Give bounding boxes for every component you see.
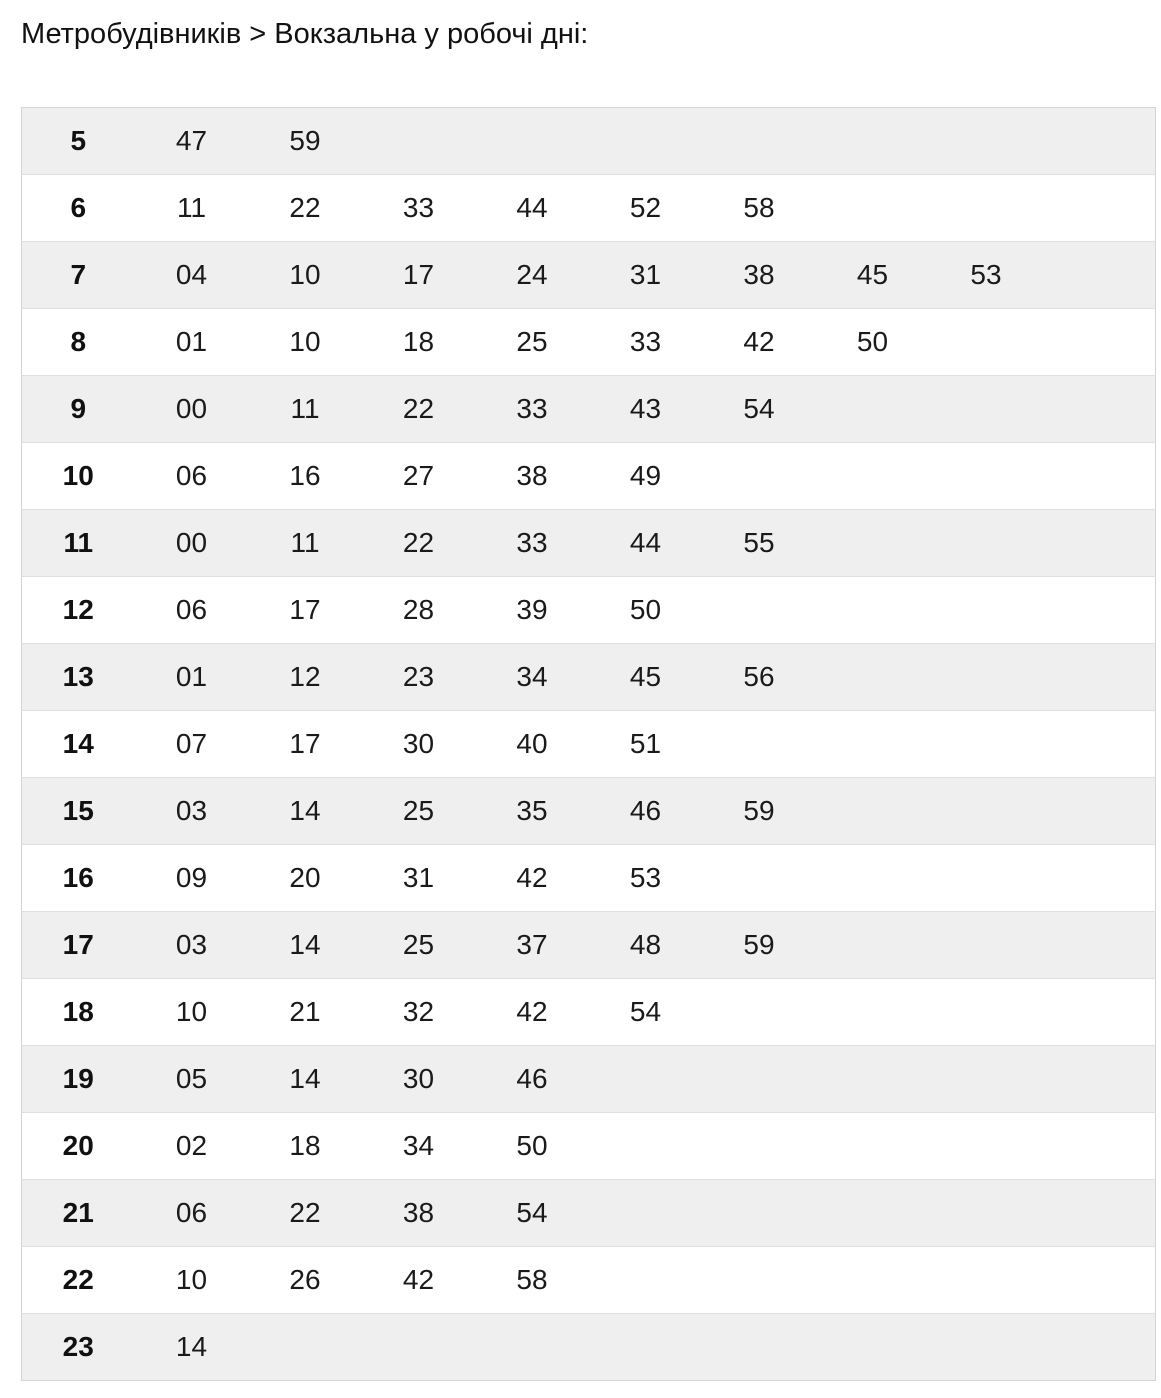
empty-cell: [930, 376, 1043, 443]
empty-cell: [930, 644, 1043, 711]
minute-cell: 59: [249, 108, 362, 175]
empty-cell: [703, 1046, 816, 1113]
empty-cell: [703, 979, 816, 1046]
minute-cell: 37: [476, 912, 589, 979]
empty-cell: [930, 175, 1043, 242]
table-row: [22, 1046, 1156, 1113]
minute-cell: 56: [703, 644, 816, 711]
empty-cell: [703, 711, 816, 778]
hour-cell: 21: [22, 1180, 135, 1247]
minute-cell: 00: [135, 376, 249, 443]
empty-cell: [816, 1113, 930, 1180]
minute-cell: 06: [135, 443, 249, 510]
minute-cell: 20: [249, 845, 362, 912]
minute-cell: 53: [930, 242, 1043, 309]
hour-cell: 16: [22, 845, 135, 912]
empty-cell: [930, 309, 1043, 376]
empty-cell: [362, 108, 476, 175]
empty-cell: [703, 845, 816, 912]
minute-cell: 31: [362, 845, 476, 912]
minute-cell: 14: [249, 912, 362, 979]
hour-cell: 11: [22, 510, 135, 577]
minute-cell: 39: [476, 577, 589, 644]
empty-cell: [1043, 711, 1156, 778]
empty-cell: [816, 1046, 930, 1113]
minute-cell: 22: [362, 510, 476, 577]
minute-cell: 33: [476, 376, 589, 443]
minute-cell: 38: [476, 443, 589, 510]
hour-cell: 19: [22, 1046, 135, 1113]
page-title: Метробудівників > Вокзальна у робочі дні:: [21, 18, 589, 50]
empty-cell: [1043, 1314, 1156, 1381]
empty-cell: [589, 1180, 703, 1247]
empty-cell: [930, 510, 1043, 577]
hour-cell: 15: [22, 778, 135, 845]
minute-cell: 11: [249, 510, 362, 577]
minute-cell: 31: [589, 242, 703, 309]
minute-cell: 33: [589, 309, 703, 376]
table-row: [22, 175, 1156, 242]
empty-cell: [703, 577, 816, 644]
minute-cell: 14: [249, 1046, 362, 1113]
minute-cell: 18: [362, 309, 476, 376]
minute-cell: 54: [589, 979, 703, 1046]
empty-cell: [816, 443, 930, 510]
minute-cell: 11: [135, 175, 249, 242]
empty-cell: [589, 108, 703, 175]
minute-cell: 42: [362, 1247, 476, 1314]
minute-cell: 45: [589, 644, 703, 711]
empty-cell: [1043, 644, 1156, 711]
hour-cell: 13: [22, 644, 135, 711]
hour-cell: 22: [22, 1247, 135, 1314]
hour-cell: 6: [22, 175, 135, 242]
empty-cell: [589, 1314, 703, 1381]
empty-cell: [476, 108, 589, 175]
empty-cell: [1043, 376, 1156, 443]
minute-cell: 47: [135, 108, 249, 175]
minute-cell: 23: [362, 644, 476, 711]
empty-cell: [816, 175, 930, 242]
minute-cell: 27: [362, 443, 476, 510]
minute-cell: 48: [589, 912, 703, 979]
minute-cell: 10: [135, 979, 249, 1046]
empty-cell: [816, 577, 930, 644]
empty-cell: [1043, 309, 1156, 376]
timetable: [21, 107, 1156, 1381]
empty-cell: [816, 510, 930, 577]
hour-cell: 12: [22, 577, 135, 644]
empty-cell: [816, 778, 930, 845]
empty-cell: [1043, 108, 1156, 175]
minute-cell: 54: [476, 1180, 589, 1247]
minute-cell: 33: [362, 175, 476, 242]
minute-cell: 21: [249, 979, 362, 1046]
empty-cell: [930, 1046, 1043, 1113]
minute-cell: 34: [362, 1113, 476, 1180]
empty-cell: [1043, 845, 1156, 912]
empty-cell: [1043, 175, 1156, 242]
empty-cell: [816, 108, 930, 175]
table-row: [22, 778, 1156, 845]
empty-cell: [816, 1314, 930, 1381]
empty-cell: [816, 711, 930, 778]
minute-cell: 44: [589, 510, 703, 577]
hour-cell: 7: [22, 242, 135, 309]
minute-cell: 16: [249, 443, 362, 510]
minute-cell: 50: [476, 1113, 589, 1180]
minute-cell: 32: [362, 979, 476, 1046]
minute-cell: 59: [703, 778, 816, 845]
minute-cell: 42: [703, 309, 816, 376]
table-row: [22, 1314, 1156, 1381]
minute-cell: 17: [362, 242, 476, 309]
hour-cell: 5: [22, 108, 135, 175]
minute-cell: 10: [249, 309, 362, 376]
minute-cell: 22: [249, 1180, 362, 1247]
empty-cell: [816, 1180, 930, 1247]
minute-cell: 04: [135, 242, 249, 309]
empty-cell: [249, 1314, 362, 1381]
empty-cell: [703, 108, 816, 175]
hour-cell: 18: [22, 979, 135, 1046]
minute-cell: 55: [703, 510, 816, 577]
empty-cell: [589, 1046, 703, 1113]
empty-cell: [1043, 912, 1156, 979]
minute-cell: 50: [589, 577, 703, 644]
empty-cell: [703, 443, 816, 510]
minute-cell: 58: [476, 1247, 589, 1314]
minute-cell: 22: [249, 175, 362, 242]
minute-cell: 14: [249, 778, 362, 845]
empty-cell: [930, 1314, 1043, 1381]
minute-cell: 38: [703, 242, 816, 309]
empty-cell: [930, 443, 1043, 510]
minute-cell: 46: [476, 1046, 589, 1113]
empty-cell: [1043, 443, 1156, 510]
minute-cell: 51: [589, 711, 703, 778]
table-row: [22, 845, 1156, 912]
timetable-body: [22, 108, 1156, 1381]
minute-cell: 01: [135, 644, 249, 711]
table-row: [22, 376, 1156, 443]
minute-cell: 25: [362, 912, 476, 979]
hour-cell: 20: [22, 1113, 135, 1180]
hour-cell: 17: [22, 912, 135, 979]
minute-cell: 00: [135, 510, 249, 577]
empty-cell: [1043, 577, 1156, 644]
minute-cell: 25: [476, 309, 589, 376]
minute-cell: 25: [362, 778, 476, 845]
minute-cell: 06: [135, 1180, 249, 1247]
empty-cell: [1043, 510, 1156, 577]
empty-cell: [816, 644, 930, 711]
minute-cell: 09: [135, 845, 249, 912]
minute-cell: 59: [703, 912, 816, 979]
empty-cell: [1043, 242, 1156, 309]
hour-cell: 23: [22, 1314, 135, 1381]
empty-cell: [816, 1247, 930, 1314]
table-row: [22, 1113, 1156, 1180]
empty-cell: [816, 979, 930, 1046]
minute-cell: 49: [589, 443, 703, 510]
empty-cell: [930, 979, 1043, 1046]
empty-cell: [1043, 1180, 1156, 1247]
empty-cell: [930, 778, 1043, 845]
table-row: [22, 1180, 1156, 1247]
minute-cell: 46: [589, 778, 703, 845]
minute-cell: 12: [249, 644, 362, 711]
empty-cell: [930, 1113, 1043, 1180]
hour-cell: 10: [22, 443, 135, 510]
minute-cell: 42: [476, 979, 589, 1046]
minute-cell: 38: [362, 1180, 476, 1247]
minute-cell: 52: [589, 175, 703, 242]
table-row: [22, 644, 1156, 711]
table-row: [22, 443, 1156, 510]
minute-cell: 05: [135, 1046, 249, 1113]
hour-cell: 14: [22, 711, 135, 778]
minute-cell: 45: [816, 242, 930, 309]
minute-cell: 26: [249, 1247, 362, 1314]
empty-cell: [703, 1113, 816, 1180]
hour-cell: 9: [22, 376, 135, 443]
empty-cell: [589, 1113, 703, 1180]
minute-cell: 35: [476, 778, 589, 845]
empty-cell: [703, 1247, 816, 1314]
empty-cell: [930, 912, 1043, 979]
minute-cell: 44: [476, 175, 589, 242]
minute-cell: 42: [476, 845, 589, 912]
minute-cell: 07: [135, 711, 249, 778]
table-row: [22, 510, 1156, 577]
minute-cell: 03: [135, 912, 249, 979]
minute-cell: 53: [589, 845, 703, 912]
minute-cell: 43: [589, 376, 703, 443]
minute-cell: 40: [476, 711, 589, 778]
minute-cell: 10: [135, 1247, 249, 1314]
table-row: [22, 108, 1156, 175]
empty-cell: [1043, 979, 1156, 1046]
minute-cell: 02: [135, 1113, 249, 1180]
minute-cell: 54: [703, 376, 816, 443]
minute-cell: 24: [476, 242, 589, 309]
minute-cell: 10: [249, 242, 362, 309]
minute-cell: 14: [135, 1314, 249, 1381]
empty-cell: [930, 108, 1043, 175]
table-row: [22, 979, 1156, 1046]
minute-cell: 11: [249, 376, 362, 443]
empty-cell: [930, 1180, 1043, 1247]
empty-cell: [703, 1314, 816, 1381]
table-row: [22, 912, 1156, 979]
minute-cell: 17: [249, 711, 362, 778]
empty-cell: [362, 1314, 476, 1381]
minute-cell: 34: [476, 644, 589, 711]
empty-cell: [703, 1180, 816, 1247]
empty-cell: [1043, 1247, 1156, 1314]
minute-cell: 28: [362, 577, 476, 644]
table-row: [22, 577, 1156, 644]
minute-cell: 22: [362, 376, 476, 443]
table-row: [22, 242, 1156, 309]
minute-cell: 18: [249, 1113, 362, 1180]
minute-cell: 58: [703, 175, 816, 242]
empty-cell: [589, 1247, 703, 1314]
minute-cell: 03: [135, 778, 249, 845]
minute-cell: 30: [362, 711, 476, 778]
minute-cell: 33: [476, 510, 589, 577]
minute-cell: 50: [816, 309, 930, 376]
empty-cell: [930, 577, 1043, 644]
minute-cell: 30: [362, 1046, 476, 1113]
hour-cell: 8: [22, 309, 135, 376]
empty-cell: [1043, 1046, 1156, 1113]
empty-cell: [816, 845, 930, 912]
empty-cell: [1043, 1113, 1156, 1180]
empty-cell: [930, 711, 1043, 778]
empty-cell: [816, 912, 930, 979]
empty-cell: [1043, 778, 1156, 845]
empty-cell: [930, 1247, 1043, 1314]
minute-cell: 17: [249, 577, 362, 644]
table-row: [22, 309, 1156, 376]
empty-cell: [816, 376, 930, 443]
minute-cell: 01: [135, 309, 249, 376]
table-row: [22, 711, 1156, 778]
empty-cell: [930, 845, 1043, 912]
empty-cell: [476, 1314, 589, 1381]
minute-cell: 06: [135, 577, 249, 644]
table-row: [22, 1247, 1156, 1314]
